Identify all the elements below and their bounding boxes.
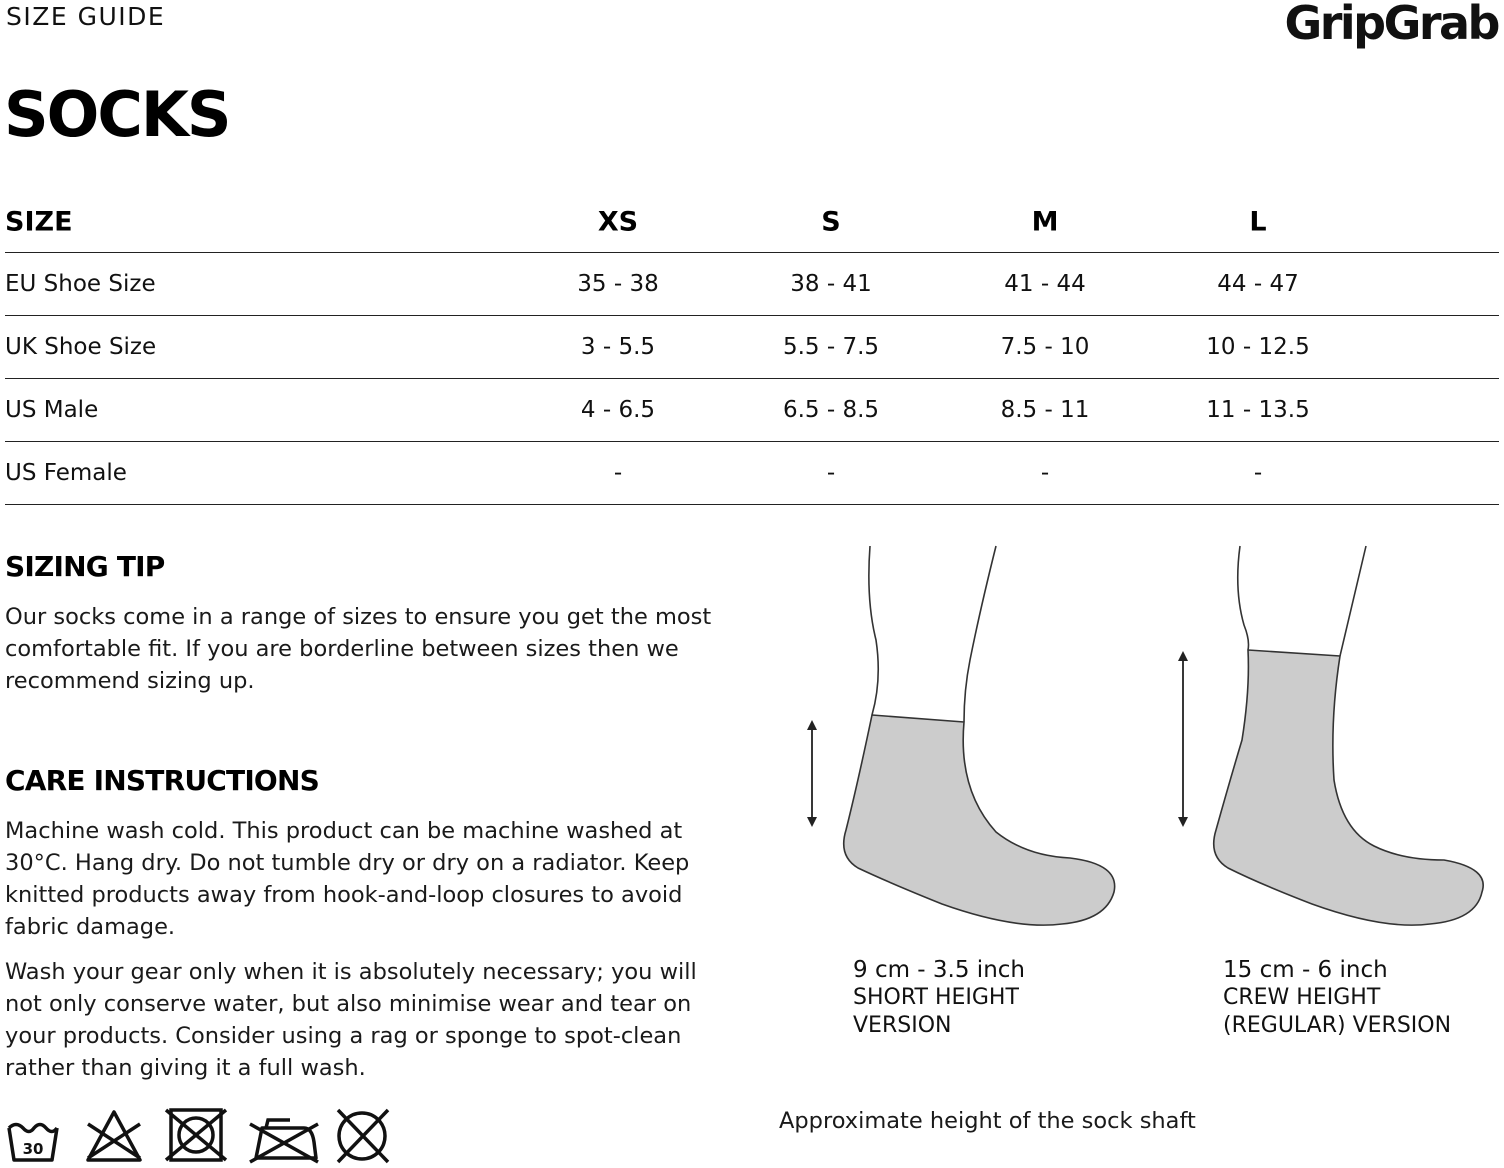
row-label: EU Shoe Size [5,271,156,297]
size-table [5,192,1499,505]
wash-30-icon [6,1106,62,1166]
table-cell: 5.5 - 7.5 [782,334,880,360]
table-row-us-female [5,442,1499,505]
brand-logo: GripGrab [1284,0,1498,50]
table-cell: 35 - 38 [577,271,659,297]
short-sock-illustration [812,546,1115,925]
no-dry-clean-icon [332,1106,392,1166]
table-cell: 7.5 - 10 [1000,334,1090,360]
short-height-measure: 9 cm - 3.5 inch [853,957,1025,983]
column-header-s: S [821,206,841,238]
crew-height-measure: 15 cm - 6 inch [1223,957,1388,983]
table-header-row [5,192,1499,253]
table-cell: 8.5 - 11 [1000,397,1090,423]
column-header: SIZE [5,206,73,238]
table-cell: 10 - 12.5 [1206,334,1310,360]
column-header-l: L [1249,206,1267,238]
short-height-caption [853,956,1153,1040]
row-label: US Female [5,460,127,486]
sizing-tip-heading: SIZING TIP [5,550,165,583]
no-iron-icon [246,1106,320,1166]
page-title: SOCKS [4,78,230,151]
crew-sock-illustration [1183,546,1483,925]
table-cell: - [826,460,836,486]
table-cell: 6.5 - 8.5 [782,397,880,423]
short-height-label: SHORT HEIGHT [853,985,1019,1010]
table-cell: 4 - 6.5 [580,397,656,423]
sock-height-illustrations [800,540,1500,940]
table-cell: 38 - 41 [790,271,872,297]
table-row-uk-shoe-size [5,316,1499,379]
row-label: UK Shoe Size [5,334,157,360]
crew-height-label: CREW HEIGHT [1223,985,1381,1010]
table-cell: 11 - 13.5 [1206,397,1310,423]
table-cell: 44 - 47 [1217,271,1299,297]
table-row-us-male [5,379,1499,442]
table-row-eu-shoe-size [5,253,1499,316]
table-cell: - [1253,460,1263,486]
no-tumble-dry-icon [164,1106,228,1166]
column-header-xs: XS [597,206,639,238]
row-label: US Male [5,397,99,423]
shaft-height-note: Approximate height of the sock shaft [779,1108,1196,1134]
table-cell: - [613,460,623,486]
crew-height-caption [1223,956,1504,1040]
short-height-version: VERSION [853,1013,952,1038]
sizing-tip-text: Our socks come in a range of sizes to ensure you get the most comfortable fit. If you are borderline between sizes then we recommend sizing up. [5,604,712,694]
wash-temperature: 30 [22,1140,44,1158]
table-cell: - [1040,460,1050,486]
table-cell: 41 - 44 [1004,271,1086,297]
care-instructions-paragraph: Wash your gear only when it is absolutely necessary; you will not only conserve water, but also minimise wear and tear on your products. Consider using a rag or sponge to spot-clean rather than giving it a full wash. [5,959,697,1081]
column-header-m: M [1031,206,1059,238]
crew-height-version: (REGULAR) VERSION [1223,1013,1452,1038]
care-instructions-heading: CARE INSTRUCTIONS [5,764,319,797]
no-bleach-icon [84,1106,144,1166]
table-cell: 3 - 5.5 [580,334,656,360]
care-instructions-paragraph: Machine wash cold. This product can be machine washed at 30°C. Hang dry. Do not tumble dry or dry on a radiator. Keep knitted products away from hook-and-loop closures to avoid fabric damage. [5,818,690,940]
size-guide-label: SIZE GUIDE [6,2,166,31]
